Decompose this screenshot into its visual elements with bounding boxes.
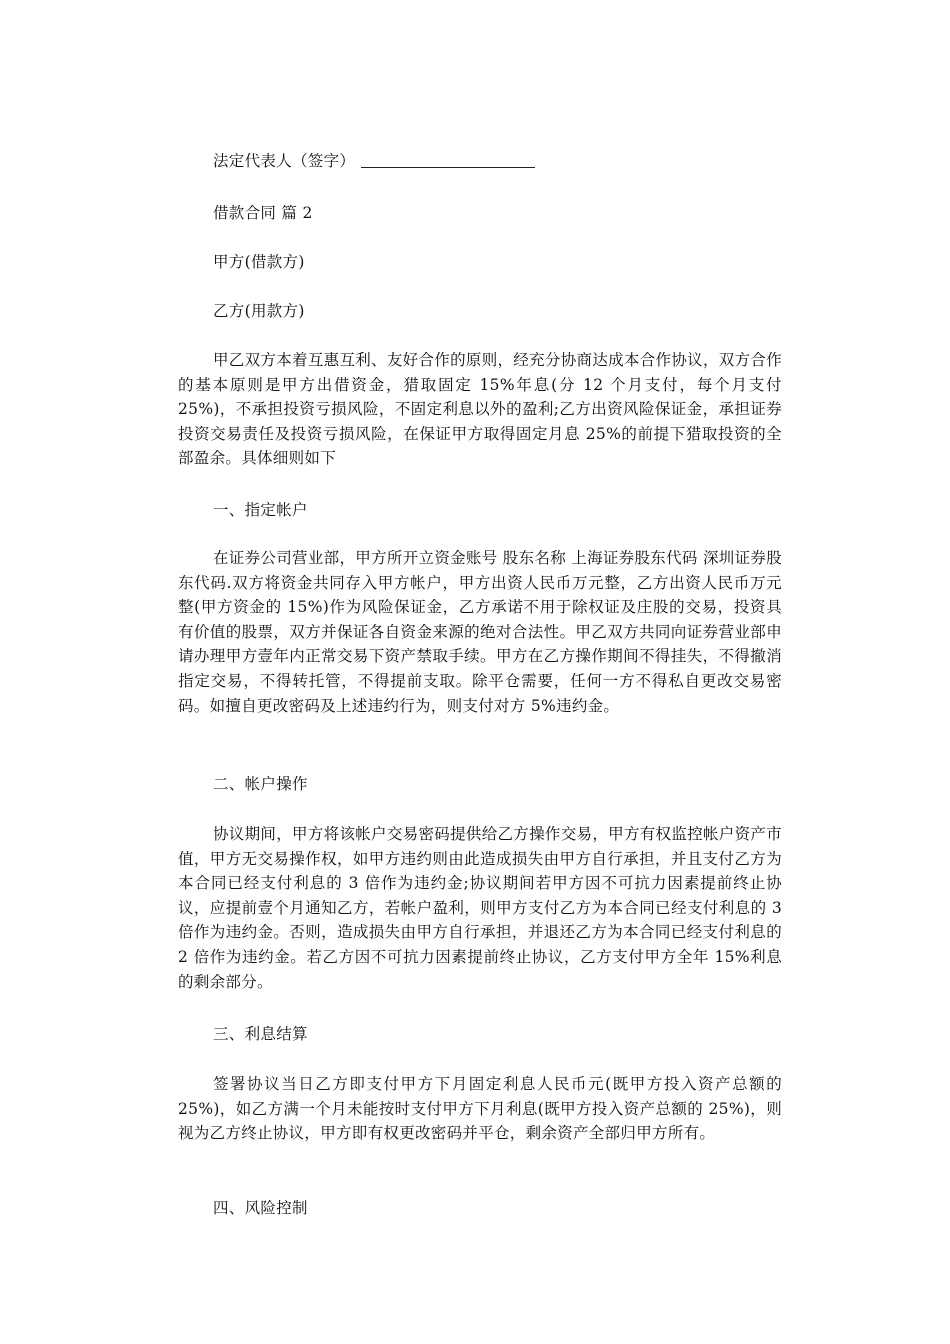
signature-line <box>361 167 535 168</box>
section-3-paragraph: 签署协议当日乙方即支付甲方下月固定利息人民币元(既甲方投入资产总额的 25%)，如乙方满一个月未能按时支付甲方下月利息(既甲方投入资产总额的 25%)，则视为乙方终止协议，甲方即有权更改密码并平仓，剩余资产全部归甲方所有。 <box>178 1075 782 1143</box>
section-2-heading: 二、帐户操作 <box>213 775 308 793</box>
contract-title: 借款合同 篇 2 <box>213 204 313 222</box>
section-3-heading: 三、利息结算 <box>213 1025 308 1043</box>
section-4-heading: 四、风险控制 <box>213 1199 308 1217</box>
intro-paragraph: 甲乙双方本着互惠互利、友好合作的原则，经充分协商达成本合作协议，双方合作的基本原则是甲方出借资金，猎取固定 15%年息(分 12 个月支付，每个月支付 25%)，不承担投资亏损风险，不固定利息以外的盈利;乙方出资风险保证金，承担证券投资交易责任及投资亏损风险，在保证甲方取得固定月息 25%的前提下猎取投资的全部盈余。具体细则如下 <box>178 351 782 468</box>
legal-representative-label: 法定代表人（签字） <box>213 152 356 170</box>
section-2-paragraph: 协议期间，甲方将该帐户交易密码提供给乙方操作交易，甲方有权监控帐户资产市值，甲方无交易操作权，如甲方违约则由此造成损失由甲方自行承担，并且支付乙方为本合同已经支付利息的 3 倍作为违约金;协议期间若甲方因不可抗力因素提前终止协议，应提前壹个月通知乙方，若帐户盈利，则甲方支付乙方为本合同已经支付利息的 3 倍作为违约金。否则，造成损失由甲方自行承担，并退还乙方为本合同已经支付利息的 2 倍作为违约金。若乙方因不可抗力因素提前终止协议，乙方支付甲方全年 15%利息的剩余部分。 <box>178 825 782 991</box>
legal-representative-signature <box>178 149 782 174</box>
section-1-paragraph: 在证券公司营业部，甲方所开立资金账号 股东名称 上海证券股东代码 深圳证券股东代码.双方将资金共同存入甲方帐户，甲方出资人民币万元整，乙方出资人民币万元整(甲方资金的 15%)作为风险保证金，乙方承诺不用于除权证及庄股的交易，投资具有价值的股票，双方并保证各自资金来源的绝对合法性。甲乙双方共同向证券营业部申请办理甲方壹年内正常交易下资产禁取手续。甲方在乙方操作期间不得挂失，不得撤消指定交易，不得转托管，不得提前支取。除平仓需要，任何一方不得私自更改交易密码。如擅自更改密码及上述违约行为，则支付对方 5%违约金。 <box>178 549 782 715</box>
party-a: 甲方(借款方) <box>213 253 305 271</box>
party-b: 乙方(用款方) <box>213 302 305 320</box>
section-1-heading: 一、指定帐户 <box>213 501 308 519</box>
